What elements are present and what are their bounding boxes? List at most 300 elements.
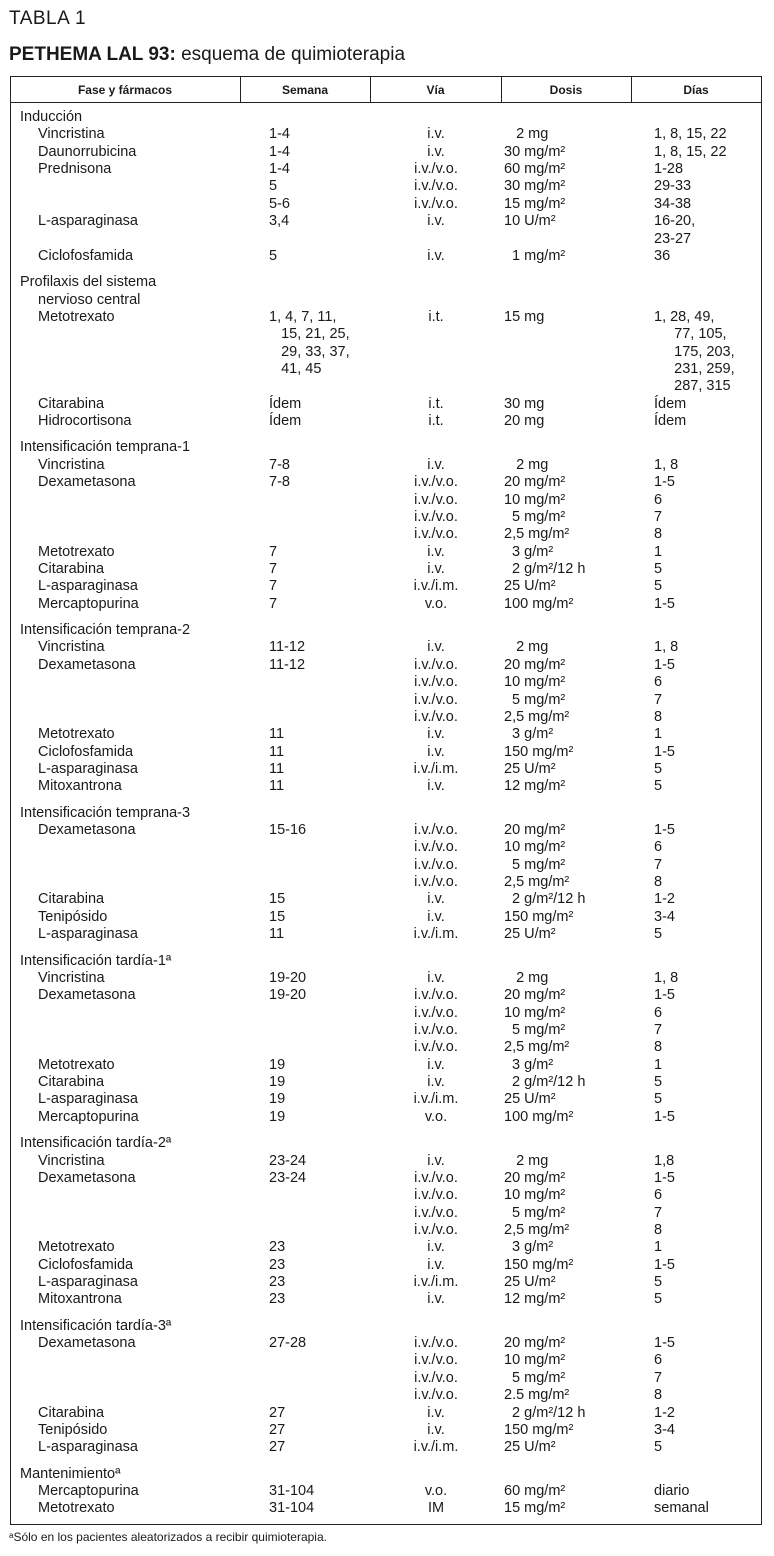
header-semana: Semana: [281, 83, 329, 97]
footnote: ᵃSólo en los pacientes aleatorizados a recibir quimioterapia.: [9, 1530, 327, 1544]
cell-via: i.v.: [427, 639, 445, 656]
table-row: [0, 1257, 774, 1274]
table-row: [0, 144, 774, 161]
cell-semana: 1, 4, 7, 11,: [269, 308, 337, 325]
cell-via: i.v.: [427, 143, 445, 160]
cell-dosis: 60 mg/m²: [504, 1483, 566, 1499]
cell-dosis: 5 mg/m²: [504, 1369, 566, 1386]
table-label: TABLA 1: [9, 8, 87, 29]
cell-semana: 23: [269, 1239, 286, 1256]
cell-dias: 7: [654, 1022, 663, 1038]
table-row: [0, 674, 774, 691]
cell-via: i.v./v.o.: [414, 1204, 458, 1221]
drug-name: Dexametasona: [38, 656, 136, 673]
cell-via: i.v.: [427, 1421, 445, 1438]
cell-dosis: 30 mg/m²: [504, 178, 566, 195]
drug-name: Tenipósido: [38, 908, 108, 925]
drug-name: Metotrexato: [38, 1239, 115, 1256]
cell-semana: 1-4: [269, 126, 290, 143]
table-row: [0, 544, 774, 561]
drug-name: Ciclofosfamida: [38, 1256, 134, 1273]
cell-dias: 7: [654, 1204, 663, 1221]
phase-row: [0, 622, 774, 639]
cell-via: i.v./v.o.: [414, 691, 458, 708]
cell-dias: 6: [654, 1352, 663, 1369]
cell-dias: 7: [654, 508, 663, 525]
cell-via: i.v./v.o.: [414, 1352, 458, 1369]
cell-via: i.v./v.o.: [414, 491, 458, 508]
cell-semana: 7: [269, 561, 278, 577]
cell-via: i.v./i.m.: [413, 1439, 459, 1456]
cell-semana: 15-16: [269, 822, 307, 839]
table-row: [0, 231, 774, 248]
cell-dosis: 15 mg/m²: [504, 195, 566, 212]
cell-dosis: 12 mg/m²: [504, 1291, 566, 1308]
cell-dias: 175, 203,: [654, 343, 735, 360]
table-row: [0, 926, 774, 943]
cell-dias: diario: [654, 1483, 690, 1499]
cell-dosis: 25 U/m²: [504, 578, 556, 595]
drug-name: Mitoxantrona: [38, 778, 122, 795]
cell-semana: 23-24: [269, 1169, 307, 1186]
table-row: [0, 839, 774, 856]
cell-dias: 16-20,: [654, 213, 696, 230]
drug-name: Dexametasona: [38, 1169, 136, 1186]
table-row: [0, 1074, 774, 1091]
table-row: [0, 778, 774, 795]
cell-dias: 5: [654, 578, 663, 595]
table-row: [0, 309, 774, 326]
cell-dosis: 10 mg/m²: [504, 839, 566, 856]
table-row: [0, 509, 774, 526]
cell-dosis: 20 mg/m²: [504, 1169, 566, 1186]
cell-dosis: 100 mg/m²: [504, 595, 574, 612]
drug-name: Citarabina: [38, 891, 105, 908]
drug-name: Vincristina: [38, 639, 105, 656]
cell-dosis: 12 mg/m²: [504, 778, 566, 795]
phase-row: [0, 439, 774, 456]
table-row: [0, 1239, 774, 1256]
phase-name: Intensificación tardía-1ª: [20, 952, 172, 969]
cell-dias: 1, 8, 15, 22: [654, 126, 727, 143]
table-row: [0, 248, 774, 265]
cell-dias: 5: [654, 1291, 663, 1308]
cell-via: i.v./i.m.: [413, 1091, 459, 1108]
cell-via: i.v./v.o.: [414, 1022, 458, 1038]
cell-via: v.o.: [424, 1483, 448, 1499]
cell-dias: 1-5: [654, 743, 675, 760]
phase-name: Intensificación temprana-3: [20, 804, 191, 821]
cell-via: i.v.: [427, 213, 445, 230]
cell-dosis: 150 mg/m²: [504, 1256, 574, 1273]
cell-dosis: 5 mg/m²: [504, 1022, 566, 1038]
cell-semana: 3,4: [269, 213, 290, 230]
drug-name: Vincristina: [38, 969, 105, 986]
drug-name: Citarabina: [38, 1404, 105, 1421]
table-row: [0, 726, 774, 743]
cell-dosis: 10 mg/m²: [504, 491, 566, 508]
cell-dosis: 2 g/m²/12 h: [504, 1404, 586, 1421]
cell-dias: 1-2: [654, 1404, 675, 1421]
cell-dias: 1, 8: [654, 639, 679, 656]
cell-dosis: 3 g/m²: [504, 543, 554, 560]
cell-dias: 36: [654, 247, 671, 264]
cell-dosis: 25 U/m²: [504, 1439, 556, 1456]
cell-via: i.v./v.o.: [414, 1169, 458, 1186]
table-row: [0, 822, 774, 839]
cell-dias: Ídem: [654, 395, 687, 412]
cell-semana: 19: [269, 1091, 286, 1108]
cell-dosis: 100 mg/m²: [504, 1108, 574, 1125]
drug-name: nervioso central: [38, 291, 141, 308]
drug-name: Ciclofosfamida: [38, 743, 134, 760]
cell-dosis: 25 U/m²: [504, 926, 556, 943]
cell-via: i.v.: [427, 1404, 445, 1421]
cell-semana: Ídem: [269, 413, 302, 430]
header-rule: [10, 102, 762, 103]
cell-dias: 7: [654, 691, 663, 708]
cell-dosis: 2,5 mg/m²: [504, 708, 570, 725]
cell-dias: 1-5: [654, 656, 675, 673]
cell-dias: 1, 8: [654, 456, 679, 473]
drug-name: Citarabina: [38, 395, 105, 412]
drug-name: Mercaptopurina: [38, 1108, 139, 1125]
cell-dias: semanal: [654, 1500, 709, 1517]
cell-via: i.v.: [427, 1291, 445, 1308]
cell-dosis: 20 mg: [504, 413, 545, 430]
cell-dosis: 2 g/m²/12 h: [504, 891, 586, 908]
table-row: [0, 413, 774, 430]
cell-via: i.t.: [428, 308, 444, 325]
cell-dosis: 2 mg: [504, 126, 549, 143]
cell-via: i.v.: [427, 1056, 445, 1073]
cell-dias: 8: [654, 1221, 663, 1238]
phase-row: [0, 1466, 774, 1483]
cell-via: i.v./v.o.: [414, 178, 458, 195]
cell-semana: 19-20: [269, 987, 307, 1004]
cell-semana: 23-24: [269, 1152, 307, 1169]
table-row: [0, 1153, 774, 1170]
phase-row: [0, 109, 774, 126]
cell-via: i.t.: [428, 395, 444, 412]
cell-semana: 41, 45: [269, 361, 322, 378]
cell-semana: 7: [269, 543, 278, 560]
cell-dias: 8: [654, 708, 663, 725]
cell-dosis: 10 mg/m²: [504, 1004, 566, 1021]
cell-dias: 1-5: [654, 1108, 675, 1125]
cell-dosis: 3 g/m²: [504, 1239, 554, 1256]
cell-dosis: 15 mg/m²: [504, 1500, 566, 1517]
drug-name: Ciclofosfamida: [38, 247, 134, 264]
table-row: [0, 1170, 774, 1187]
drug-name: L-asparaginasa: [38, 1091, 138, 1108]
cell-via: v.o.: [424, 595, 448, 612]
cell-dias: 5: [654, 1091, 663, 1108]
cell-dosis: 2 g/m²/12 h: [504, 561, 586, 577]
cell-semana: 29, 33, 37,: [269, 343, 350, 360]
phase-row: [0, 274, 774, 291]
cell-via: i.v./v.o.: [414, 1369, 458, 1386]
cell-dosis: 20 mg/m²: [504, 474, 566, 491]
cell-semana: Ídem: [269, 395, 302, 412]
cell-dias: 5: [654, 926, 663, 943]
table-row: [0, 639, 774, 656]
cell-dosis: 5 mg/m²: [504, 1204, 566, 1221]
table-row: [0, 344, 774, 361]
cell-dias: 7: [654, 1369, 663, 1386]
cell-semana: 31-104: [269, 1500, 315, 1517]
cell-dias: 5: [654, 1274, 663, 1291]
cell-semana: 31-104: [269, 1483, 315, 1499]
table-row: [0, 596, 774, 613]
cell-via: i.v./v.o.: [414, 874, 458, 891]
cell-via: i.v./v.o.: [414, 474, 458, 491]
cell-dias: 77, 105,: [654, 326, 727, 343]
cell-semana: 11: [269, 760, 285, 777]
header-via: Vía: [426, 83, 445, 97]
table-row: [0, 891, 774, 908]
table-row: [0, 1483, 774, 1500]
table-row: [0, 196, 774, 213]
cell-semana: 19-20: [269, 969, 307, 986]
cell-semana: 15: [269, 908, 286, 925]
drug-name: Dexametasona: [38, 822, 136, 839]
cell-semana: 27: [269, 1439, 286, 1456]
cell-dias: 1-28: [654, 161, 684, 178]
drug-name: Dexametasona: [38, 474, 136, 491]
cell-dias: 6: [654, 1187, 663, 1204]
cell-dosis: 2 mg: [504, 1152, 549, 1169]
cell-via: i.v.: [427, 969, 445, 986]
cell-dias: 7: [654, 856, 663, 873]
drug-name: L-asparaginasa: [38, 1274, 138, 1291]
table-row: [0, 474, 774, 491]
cell-via: i.v./v.o.: [414, 1187, 458, 1204]
cell-dias: 6: [654, 674, 663, 691]
drug-name: Citarabina: [38, 561, 105, 577]
cell-dosis: 150 mg/m²: [504, 908, 574, 925]
cell-via: i.v.: [427, 247, 445, 264]
cell-via: i.v./v.o.: [414, 508, 458, 525]
table-row: [0, 1500, 774, 1517]
cell-via: v.o.: [424, 1108, 448, 1125]
table-row: [0, 1039, 774, 1056]
cell-dosis: 10 mg/m²: [504, 674, 566, 691]
drug-name: Citarabina: [38, 1074, 105, 1091]
cell-via: i.v./v.o.: [414, 1004, 458, 1021]
drug-name: Hidrocortisona: [38, 413, 132, 430]
cell-semana: 5-6: [269, 195, 290, 212]
table-row: [0, 874, 774, 891]
phase-row: [0, 953, 774, 970]
cell-semana: 11-12: [269, 639, 306, 656]
phase-name: Intensificación temprana-1: [20, 439, 191, 456]
cell-semana: 11: [269, 743, 285, 760]
cell-dias: Ídem: [654, 413, 687, 430]
cell-semana: 23: [269, 1291, 286, 1308]
cell-dias: 6: [654, 491, 663, 508]
table-row: [0, 1370, 774, 1387]
table-row: [0, 1335, 774, 1352]
cell-via: i.v.: [427, 726, 445, 743]
table-row: [0, 492, 774, 509]
cell-dias: 1: [654, 1056, 663, 1073]
cell-via: i.v./v.o.: [414, 1039, 458, 1056]
header-fase: Fase y fármacos: [77, 83, 173, 97]
cell-via: i.v.: [427, 1152, 445, 1169]
cell-via: i.v./v.o.: [414, 1387, 458, 1404]
table-row: [0, 761, 774, 778]
cell-semana: 27: [269, 1404, 286, 1421]
table-row: [0, 378, 774, 395]
table-row: [0, 1109, 774, 1126]
table-row: [0, 326, 774, 343]
cell-dosis: 60 mg/m²: [504, 161, 566, 178]
cell-via: i.v./v.o.: [414, 674, 458, 691]
phase-name: Intensificación tardía-2ª: [20, 1135, 172, 1152]
cell-dosis: 2 mg: [504, 639, 549, 656]
table-row: [0, 396, 774, 413]
table-row: [0, 161, 774, 178]
cell-via: i.v.: [427, 743, 445, 760]
cell-semana: 1-4: [269, 161, 290, 178]
cell-semana: 1-4: [269, 143, 290, 160]
cell-semana: 7: [269, 595, 278, 612]
cell-via: i.v.: [427, 1239, 445, 1256]
cell-dosis: 30 mg: [504, 395, 545, 412]
cell-via: i.v.: [427, 456, 445, 473]
drug-name: Vincristina: [38, 1152, 105, 1169]
cell-via: i.v./v.o.: [414, 195, 458, 212]
cell-via: i.v./v.o.: [414, 656, 458, 673]
cell-dosis: 25 U/m²: [504, 1274, 556, 1291]
cell-semana: 23: [269, 1256, 286, 1273]
table-row: [0, 1405, 774, 1422]
table-row: [0, 1291, 774, 1308]
cell-via: i.v.: [427, 1074, 445, 1091]
drug-name: Mercaptopurina: [38, 595, 139, 612]
cell-dias: 1: [654, 1239, 663, 1256]
cell-semana: 27: [269, 1421, 286, 1438]
cell-semana: 19: [269, 1108, 286, 1125]
phase-row: [0, 1135, 774, 1152]
drug-name: Dexametasona: [38, 1335, 136, 1352]
cell-semana: 11: [269, 726, 285, 743]
cell-via: i.v./i.m.: [413, 1274, 459, 1291]
cell-dosis: 2 mg: [504, 456, 549, 473]
cell-via: i.v./v.o.: [414, 987, 458, 1004]
cell-dias: 23-27: [654, 230, 692, 247]
table-row: [0, 1439, 774, 1456]
table-row: [0, 578, 774, 595]
table-row: [0, 526, 774, 543]
cell-dosis: 2,5 mg/m²: [504, 874, 570, 891]
cell-dosis: 10 mg/m²: [504, 1187, 566, 1204]
table-row: [0, 970, 774, 987]
drug-name: Tenipósido: [38, 1421, 108, 1438]
cell-via: i.v.: [427, 561, 445, 577]
cell-dias: 8: [654, 526, 663, 543]
table-row: [0, 909, 774, 926]
phase-name: Profilaxis del sistema: [20, 274, 157, 291]
cell-via: i.v.: [427, 778, 445, 795]
cell-semana: 11: [269, 926, 285, 943]
cell-via: i.v./v.o.: [414, 856, 458, 873]
drug-name: L-asparaginasa: [38, 760, 138, 777]
cell-dias: 5: [654, 1439, 663, 1456]
drug-name: Vincristina: [38, 126, 105, 143]
cell-semana: 5: [269, 178, 278, 195]
cell-dias: 5: [654, 561, 663, 577]
drug-name: L-asparaginasa: [38, 926, 138, 943]
drug-name: L-asparaginasa: [38, 213, 138, 230]
cell-dosis: 5 mg/m²: [504, 856, 566, 873]
cell-via: i.v./i.m.: [413, 926, 459, 943]
table-row: [0, 744, 774, 761]
cell-semana: 11-12: [269, 656, 306, 673]
cell-via: i.v.: [427, 543, 445, 560]
cell-dias: 29-33: [654, 178, 692, 195]
cell-semana: 7-8: [269, 474, 290, 491]
table-row: [0, 561, 774, 578]
cell-via: i.v.: [427, 126, 445, 143]
cell-dosis: 3 g/m²: [504, 1056, 554, 1073]
cell-dosis: 25 U/m²: [504, 760, 556, 777]
table-row: [0, 213, 774, 230]
table-row: [0, 457, 774, 474]
cell-dias: 3-4: [654, 1421, 675, 1438]
cell-dias: 5: [654, 1074, 663, 1091]
cell-dias: 1,8: [654, 1152, 675, 1169]
table-row: [0, 1187, 774, 1204]
cell-via: i.v./v.o.: [414, 1221, 458, 1238]
cell-via: i.v./v.o.: [414, 1335, 458, 1352]
cell-dias: 1, 8, 15, 22: [654, 143, 727, 160]
cell-dias: 1-5: [654, 1256, 675, 1273]
table-row: [0, 1005, 774, 1022]
cell-semana: 23: [269, 1274, 286, 1291]
cell-dosis: 25 U/m²: [504, 1091, 556, 1108]
table-title-bold: PETHEMA LAL 93:: [9, 44, 176, 65]
cell-dosis: 5 mg/m²: [504, 691, 566, 708]
cell-dosis: 1 mg/m²: [504, 247, 566, 264]
cell-dosis: 20 mg/m²: [504, 656, 566, 673]
cell-via: i.v./v.o.: [414, 161, 458, 178]
cell-via: i.v.: [427, 1256, 445, 1273]
drug-name: Metotrexato: [38, 1056, 115, 1073]
phase-name: Intensificación temprana-2: [20, 622, 191, 639]
table-row: [0, 361, 774, 378]
cell-dias: 1-5: [654, 474, 675, 491]
cell-dias: 6: [654, 839, 663, 856]
table-row: [0, 1091, 774, 1108]
cell-via: i.t.: [428, 413, 444, 430]
cell-dosis: 2 g/m²/12 h: [504, 1074, 586, 1091]
table-row: [0, 1222, 774, 1239]
cell-dosis: 2,5 mg/m²: [504, 1039, 570, 1056]
table-row: [0, 987, 774, 1004]
cell-dias: 8: [654, 874, 663, 891]
cell-via: i.v./v.o.: [414, 708, 458, 725]
cell-dias: 1: [654, 726, 663, 743]
cell-semana: 11: [269, 778, 285, 795]
cell-via: i.v.: [427, 891, 445, 908]
table-row: [0, 178, 774, 195]
cell-dias: 1: [654, 543, 663, 560]
drug-name: Mitoxantrona: [38, 1291, 122, 1308]
table-row: [0, 1022, 774, 1039]
table-row: [0, 1352, 774, 1369]
